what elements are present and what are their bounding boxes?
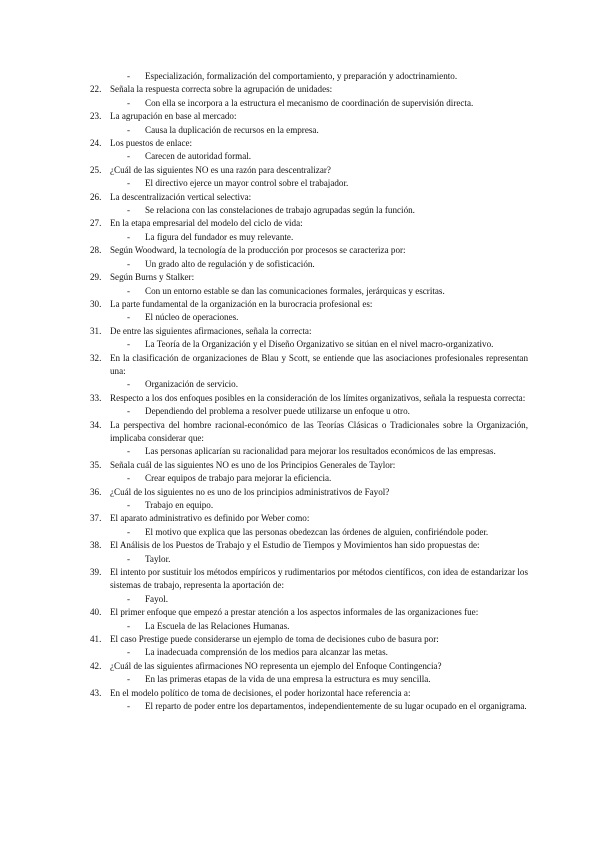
answer	[90, 499, 528, 512]
answer-text: Carecen de autoridad formal.	[145, 151, 252, 162]
answer	[90, 620, 528, 633]
question	[90, 137, 528, 150]
question-text: La parte fundamental de la organización en la burocracia profesional es:	[110, 298, 373, 309]
question	[90, 486, 528, 499]
bullet-dash: -	[127, 473, 131, 484]
question	[90, 606, 528, 619]
answer	[90, 231, 528, 244]
answer	[90, 285, 528, 298]
bullet-dash: -	[127, 205, 131, 216]
answer	[90, 338, 528, 351]
question	[90, 352, 528, 379]
question-text: Respecto a los dos enfoques posibles en la consideración de los límites organizativos, señala la respuesta correcta:	[110, 392, 526, 403]
bullet-dash: -	[127, 674, 131, 685]
answer-text: Crear equipos de trabajo para mejorar la eficiencia.	[145, 473, 332, 484]
bullet-dash: -	[127, 647, 131, 658]
question-number: 33.	[90, 392, 102, 403]
question-text: El primer enfoque que empezó a prestar atención a los aspectos informales de las organizaciones fue:	[110, 607, 479, 618]
question-list	[90, 70, 528, 714]
question	[90, 633, 528, 646]
answer	[90, 526, 528, 539]
bullet-dash: -	[127, 312, 131, 323]
question-text: El caso Prestige puede considerarse un ejemplo de toma de decisiones cubo de basura por:	[110, 634, 439, 645]
bullet-dash: -	[127, 526, 131, 537]
bullet-dash: -	[127, 151, 131, 162]
bullet-dash: -	[127, 124, 131, 135]
question-number: 25.	[90, 164, 102, 175]
question-number: 37.	[90, 513, 102, 524]
question	[90, 164, 528, 177]
question-number: 38.	[90, 540, 102, 551]
answer-text: Se relaciona con las constelaciones de trabajo agrupadas según la función.	[145, 205, 415, 216]
question	[90, 83, 528, 96]
answer-text: La Teoría de la Organización y el Diseño Organizativo se sitúan en el nivel macro-organizativo.	[145, 339, 494, 350]
question-text: Señala la respuesta correcta sobre la agrupación de unidades:	[110, 84, 333, 95]
question-number: 36.	[90, 486, 102, 497]
question	[90, 217, 528, 230]
question-text: La agrupación en base al mercado:	[110, 111, 237, 122]
question-text: El Análisis de los Puestos de Trabajo y el Estudio de Tiempos y Movimientos han sido propuestas de:	[110, 540, 480, 551]
question	[90, 271, 528, 284]
question-number: 41.	[90, 634, 102, 645]
answer	[90, 177, 528, 190]
answer	[90, 646, 528, 659]
answer	[90, 405, 528, 418]
answer-text: Con un entorno estable se dan las comunicaciones formales, jerárquicas y escritas.	[145, 285, 445, 296]
question	[90, 298, 528, 311]
answer	[90, 124, 528, 137]
bullet-dash: -	[127, 593, 131, 604]
answer-text: Trabajo en equipo.	[145, 500, 214, 510]
question	[90, 392, 528, 405]
question-text: ¿Cuál de las siguientes afirmaciones NO representa un ejemplo del Enfoque Contingencia?	[110, 660, 442, 671]
question-text: ¿Cuál de los siguientes no es uno de los principios administrativos de Fayol?	[110, 486, 390, 497]
question-number: 26.	[90, 191, 102, 202]
answer	[90, 97, 528, 110]
answer-text: Un grado alto de regulación y de sofisticación.	[145, 258, 315, 269]
bullet-dash: -	[127, 500, 131, 510]
question	[90, 419, 528, 446]
question-text: En el modelo político de toma de decisiones, el poder horizontal hace referencia a:	[110, 687, 411, 698]
bullet-dash: -	[127, 339, 131, 350]
answer-text: La inadecuada comprensión de los medios para alcanzar las metas.	[145, 647, 388, 658]
answer-text: Las personas aplicarían su racionalidad para mejorar los resultados económicos de las empresas.	[145, 446, 496, 457]
answer	[90, 150, 528, 163]
answer-text: La Escuela de las Relaciones Humanas.	[145, 620, 290, 631]
answer-text: El directivo ejerce un mayor control sobre el trabajador.	[145, 178, 349, 189]
question-text: En la clasificación de organizaciones de Blau y Scott, se entiende que las asociaciones profesionales representan una:	[110, 352, 528, 376]
bullet-dash: -	[127, 97, 131, 108]
question	[90, 566, 528, 593]
answer-text: Organización de servicio.	[145, 379, 239, 390]
question-text: De entre las siguientes afirmaciones, señala la correcta:	[110, 325, 312, 336]
answer	[90, 204, 528, 217]
question-text: Señala cuál de las siguientes NO es uno de los Principios Generales de Taylor:	[110, 459, 396, 470]
question-text: Los puestos de enlace:	[110, 138, 193, 149]
bullet-dash: -	[127, 285, 131, 296]
bullet-dash: -	[127, 231, 131, 242]
question	[90, 660, 528, 673]
question-number: 43.	[90, 687, 102, 698]
question-number: 39.	[90, 567, 102, 578]
question	[90, 110, 528, 123]
bullet-dash: -	[127, 406, 131, 417]
answer	[90, 258, 528, 271]
answer-text: La figura del fundador es muy relevante.	[145, 231, 294, 242]
question	[90, 244, 528, 257]
answer-text: Causa la duplicación de recursos en la empresa.	[145, 124, 319, 135]
question-number: 23.	[90, 111, 102, 122]
answer-text: Dependiendo del problema a resolver puede utilizarse un enfoque u otro.	[145, 406, 410, 417]
question-number: 40.	[90, 607, 102, 618]
question-number: 27.	[90, 218, 102, 229]
answer	[90, 311, 528, 324]
answer	[90, 472, 528, 485]
bullet-dash: -	[127, 620, 131, 631]
question-text: En la etapa empresarial del modelo del ciclo de vida:	[110, 218, 303, 229]
question-number: 31.	[90, 325, 102, 336]
bullet-dash: -	[127, 379, 131, 390]
question-text: La descentralización vertical selectiva:	[110, 191, 252, 202]
question	[90, 512, 528, 525]
question-number: 30.	[90, 298, 102, 309]
answer	[90, 445, 528, 458]
question-number: 22.	[90, 84, 102, 95]
question-number: 35.	[90, 459, 102, 470]
bullet-dash: -	[127, 258, 131, 269]
question-text: El aparato administrativo es definido por Weber como:	[110, 513, 310, 524]
answer	[90, 553, 528, 566]
answer	[90, 673, 528, 686]
question	[90, 539, 528, 552]
question	[90, 459, 528, 472]
question-number: 42.	[90, 660, 102, 671]
answer-text: Taylor.	[145, 553, 171, 564]
bullet-dash: -	[127, 71, 131, 81]
question	[90, 687, 528, 700]
question	[90, 325, 528, 338]
answer	[90, 378, 528, 391]
question-text: ¿Cuál de las siguientes NO es una razón para descentralizar?	[110, 164, 331, 175]
question-text: La perspectiva del hombre racional-económico de las Teorías Clásicas o Tradicionales sobre la Organización, implicaba considerar que:	[110, 419, 528, 443]
question	[90, 191, 528, 204]
bullet-dash: -	[127, 701, 131, 712]
bullet-dash: -	[127, 553, 131, 564]
answer-text: En las primeras etapas de la vida de una empresa la estructura es muy sencilla.	[145, 674, 431, 685]
question-text: Según Woodward, la tecnología de la producción por procesos se caracteriza por:	[110, 245, 406, 256]
answer-text: El motivo que explica que las personas obedezcan las órdenes de alguien, confiriéndole poder.	[145, 526, 489, 537]
question-number: 32.	[90, 352, 102, 363]
answer-text: Con ella se incorpora a la estructura el mecanismo de coordinación de supervisión directa.	[145, 97, 474, 108]
answer-text: Fayol.	[145, 593, 168, 604]
question-text: Según Burns y Stalker:	[110, 272, 195, 283]
answer	[90, 593, 528, 606]
answer-text: El núcleo de operaciones.	[145, 312, 239, 323]
question-number: 29.	[90, 272, 102, 283]
bullet-dash: -	[127, 446, 131, 457]
answer	[90, 700, 528, 713]
answer-text: El reparto de poder entre los departamentos, independientemente de su lugar ocupado en el organigrama.	[145, 701, 527, 712]
answer-text: Especialización, formalización del comportamiento, y preparación y adoctrinamiento.	[145, 71, 458, 81]
question-number: 28.	[90, 245, 102, 256]
answer	[90, 70, 528, 83]
question-number: 24.	[90, 138, 102, 149]
question-number: 34.	[90, 419, 102, 430]
question-text: El intento por sustituir los métodos empíricos y rudimentarios por métodos científicos, con idea de estandarizar los sistemas de trabajo, representa la aportación de:	[110, 567, 528, 591]
bullet-dash: -	[127, 178, 131, 189]
